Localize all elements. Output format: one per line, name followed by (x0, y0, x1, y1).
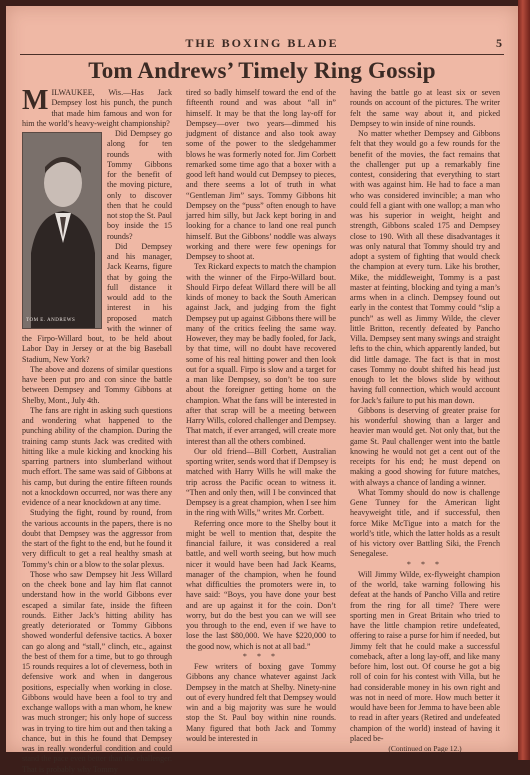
book-spine (518, 0, 530, 760)
paragraph: Gibbons is deserving of greater praise for his wonderful showing than a larger and heavier man would get. Not only that, but the game St. Paul challenger went into the battle knowing he would not get a cent out of the receipts for his end; he must depend on making a good showing for future matches, with always a chance of landing a winner. (350, 405, 500, 487)
portrait-photo-icon (23, 133, 101, 328)
paragraph-text: ILWAUKEE, Wis.—Has Jack Dempsey lost his punch, the punch that made him famous and won for him the world’s heavy-weight championship? (22, 88, 172, 128)
paragraph: Those who saw Dempsey hit Jess Willard on the cheek bone and lay him flat cannot understand how in the world Gibbons ever escaped a similar fate, inside the fifteen rounds. Either Jack’s hitting ability has greatly deteriorated or Tommy Gibbons showed wonderful defensive tactics. A boxer can go along and “stall,” clinch, etc., against the best of them for a time, but to go through 15 rounds requires a lot of cleverness, both in defensive work and when in dangerous positions, especially when working in close. Gibbons would have been a fool to try and exchange wallops with a man whom, he knew was much stronger; his only hope of success was in trying to tire him out and then taking a chance, but in this he found that Dempsey was in really wonderful condition and could stand the pace even better than the challenger. That is probably why Tommy (22, 569, 172, 774)
paragraph: What Tommy should do now is challenge Gene Tunney for the American light heavyweight title, and if successful, then force Mike McTigue into a match for the world’s title, which the latter holds as a result of his victory over Battling Siki, the French Senegalese. (350, 487, 500, 559)
drop-cap: M (22, 85, 49, 116)
article-column-1 (22, 85, 172, 775)
article-headline: Tom Andrews’ Timely Ring Gossip (88, 58, 436, 83)
paragraph: The fans are right in asking such questions and wondering what happened to the punching ability of the champion. During the training camp stunts Jack was credited with hitting like a mule kicking and knocking his sparring partners into slumberland without much effort. The same was said of Gibbons at his camp, but during the entire fifteen rounds not a knockdown occurred, nor was there any evidence of a near knockdown at any time. (22, 405, 172, 507)
page-number: 5 (496, 36, 502, 50)
paragraph: Referring once more to the Shelby bout it might be well to mention that, despite the financial failure, it was considered a real battle, and well worth seeing, but how much nicer it would have been had Jack Kearns, manager of the champion, when he found what difficulties the promoters were in, to have said: “Boys, you have done your best and are up against it for the coin. Don’t worry, but do the best you can we will see you through to the end, even if we have to lose the last $80,000. We have $220,000 to the good now, which is not at all bad.” (186, 518, 336, 651)
paragraph: The above and dozens of similar questions have been put pro and con since the battle between Dempsey and Tommy Gibbons at Shelby, Mont., July 4th. (22, 364, 172, 405)
paragraph: Did Dempsey go along for ten rounds with Tommy Gibbons for the benefit of the moving picture, only to discover then that he could not stop the St. Paul boy inside the 15 rounds? (107, 129, 172, 241)
continued-note: (Continued on Page 12.) (388, 744, 462, 753)
running-header (20, 36, 504, 55)
article-column-3 (350, 88, 500, 754)
paragraph: Will Jimmy Wilde, ex-flyweight champion of the world, take warning following his defeat at the hands of Pancho Villa and retire from the ring for all time? There were sporting men in Great Britain who tried to have the little champion retire undefeated, offering to raise a purse for him if needed, but Jimmy felt that he could make a successful comeback, after a long lay-off, and like many before him, lost out. Of course he got a big roll of coin for his contest with Villa, but he had considerable money in his own right and was not in need of more. How much better it would have been for Jemma to have been able to read in after years (Retired and undefeated champion of the world) instead of having it placed be- (350, 569, 500, 743)
paragraph: Did Dempsey and his manager, Jack Kearns, figure that by going the full distance it would add to the interest in his proposed match with the winner of the Firpo-Willard bout, to be held about Labor Day in Jersey or at the big Baseball Stadium, New York? (22, 241, 172, 364)
publication-title: THE BOXING BLADE (185, 36, 339, 50)
paragraph: Studying the fight, round by round, from the various accounts in the papers, there is no doubt that Dempsey was the aggressor from the start of the fight to the end, but he found it very difficult to get a real healthy smash at Tommy’s chin or a blow to the solar plexus. (22, 508, 172, 569)
portrait-photo (22, 132, 102, 329)
paragraph: Our old friend—Bill Corbett, Australian sporting writer, sends word that if Dempsey is matched with Harry Wills he will make the trip across the Pacific ocean to witness it. “Then and only then, will I be convinced that Dempsey is a great champion, when I see him in the ring with Wills,” writes Mr. Corbett. (186, 446, 336, 518)
paragraph: No matter whether Dempsey and Gibbons felt that they would go a few rounds for the benefit of the movies, the fact remains that the challenger put up a remarkably fine contest, considering that everything to start with was against him. He had to face a man who was considered invincible; a man who could fell a giant with one wallop; a man who was his superior in weight, height and strength, Gibbons scaled 175 and Dempsey close to 190. With all these disadvantages it was only natural that Tommy should try and adopt a system of fighting that would check the champion at every turn. Like his brother, Mike, the middleweight, Tommy is a past master at feinting, blocking and tying a man’s arms when in a clinch. Dempsey found out early in the contest that Tommy could “slip a punch” as well as Jimmy Wilde, the clever little Britton, recently defeated by Pancho Villa. Dempsey sent many swings and straight lefts to the chin, which apparently landed, but did little damage. The fact is that in most cases Tommy no doubt shifted his head just enough to let the blows slide by without having full connection, which would account for Jack’s failure to put his man down. (350, 129, 500, 405)
paragraph: having the battle go at least six or seven rounds on account of the pictures. The writer felt the same way about it, and picked Dempsey to win inside of nine rounds. (350, 88, 500, 128)
paragraph: Tex Rickard expects to match the champion with the winner of the Firpo-Willard bout. Should Firpo defeat Willard there will be all kinds of money to back the South American against Jack, and judging from the fight Dempsey put up against Gibbons there will be many of the critics feeling the same way. However, they may be badly fooled, for Jack, by that time, will no doubt have recovered some of his real hitting power and then look out for a squall. Firpo is slow and a target for a man like Dempsey, so don’t be too sure about the foreigner getting home on the champion. What the fans will be interested in after that scrap will be a meeting between Harry Wills, colored challenger and Dempsey. That match, if ever arranged, will create more interest than all the others combined. (186, 262, 336, 446)
section-divider: * * * (406, 559, 444, 569)
section-divider: * * * (242, 651, 280, 661)
paragraph (22, 85, 172, 129)
magazine-page (6, 6, 518, 774)
photo-caption: TOM E. ANDREWS (26, 317, 76, 323)
article-column-2 (186, 88, 336, 744)
paragraph: Few writers of boxing gave Tommy Gibbons any chance whatever against Jack Dempsey in the match at Shelby. Ninety-nine out of every hundred felt that Dempsey would win and a big majority was sure he would stop the St. Paul boy within nine rounds. Many figured that both Jack and Tommy would be interested in (186, 662, 336, 743)
paragraph: tired so badly himself toward the end of the fifteenth round and was about “all in” himself. It may be that the long lay-off for Dempsey—over two years—dimmed his judgment of distance and also took away some of the power to the sledgehammer blows he was formerly noted for. Jim Corbett remarked some time ago that a boxer with a good left hand would cut Dempsey to pieces, and there seems a lot of truth in what “Gentleman Jim” says. Tommy Gibbons hit Dempsey on the “puss” often enough to have jarred him silly, but Jack kept boring in and looking for a chance to land one real punch himself. But the Gibbons’ noddle was always working and there were few openings for Dempsey to shoot at. (186, 88, 336, 261)
